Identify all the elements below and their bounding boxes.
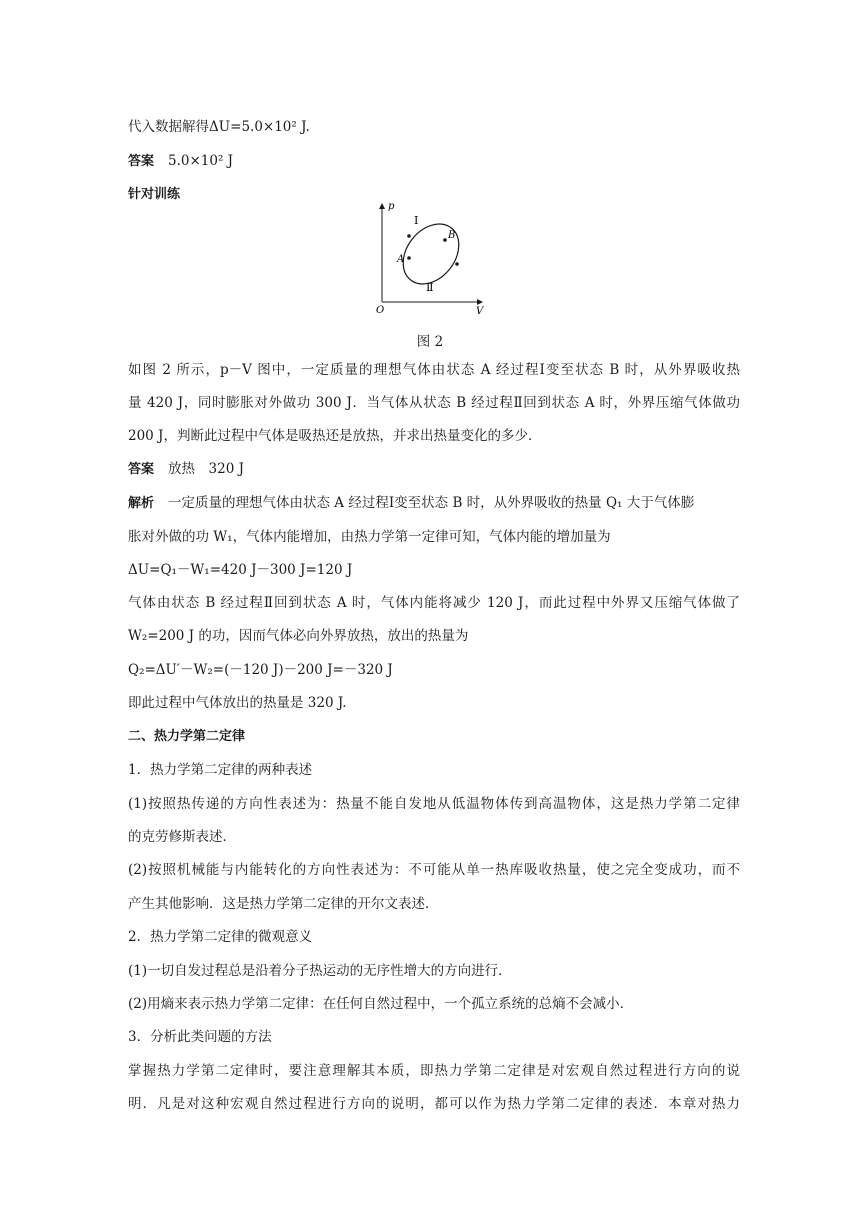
body-line: (2)用熵来表示热力学第二定律：在任何自然过程中，一个孤立系统的总熵不会减小． xyxy=(128,996,634,1012)
point-a-label: A xyxy=(397,254,405,265)
pv-diagram xyxy=(368,196,492,320)
body-line: 产生其他影响．这是热力学第二定律的开尔文表述． xyxy=(128,896,439,912)
body-line: 明．凡是对这种宏观自然过程进行方向的说明，都可以作为热力学第二定律的表述．本章对热力 xyxy=(128,1096,740,1112)
analysis-line: W₂=200 J 的功，因而气体必向外界放热，放出的热量为 xyxy=(128,628,469,644)
answer-value: 放热 320 J xyxy=(168,461,244,477)
subsection-heading: 1．热力学第二定律的两种表述 xyxy=(128,762,313,778)
section-label: 针对训练 xyxy=(128,187,181,202)
question-line: 量 420 J，同时膨胀对外做功 300 J．当气体从状态 B 经过程Ⅱ回到状态 A 时，外界压缩气体做功 xyxy=(128,395,740,411)
subsection-heading: 3．分析此类问题的方法 xyxy=(128,1029,272,1045)
point-top xyxy=(407,234,411,238)
analysis-label: 解析 xyxy=(128,496,155,511)
equation-line: Q₂=ΔU′－W₂=(－120 J)－200 J=－320 J xyxy=(128,662,393,678)
question-line: 如图 2 所示，p－V 图中，一定质量的理想气体由状态 A 经过程Ⅰ变至状态 B 时，从外界吸收热 xyxy=(128,362,740,378)
body-line: 掌握热力学第二定律时，要注意理解其本质，即热力学第二定律是对宏观自然过程进行方向的说 xyxy=(128,1063,740,1079)
analysis-text: 一定质量的理想气体由状态 A 经过程Ⅰ变至状态 B 时，从外界吸收的热量 Q₁ 大于气体膨 xyxy=(168,495,695,511)
answer-label: 答案 xyxy=(128,154,155,169)
figure-caption: 图 2 xyxy=(416,334,444,350)
answer-line xyxy=(128,460,740,479)
point-a-dot xyxy=(407,256,411,260)
answer-line xyxy=(128,152,740,171)
body-line: (1)按照热传递的方向性表述为：热量不能自发地从低温物体传到高温物体，这是热力学第二定律 xyxy=(128,796,740,812)
section-heading: 二、热力学第二定律 xyxy=(128,729,246,744)
equation-line: ΔU=Q₁－W₁=420 J－300 J=120 J xyxy=(128,562,353,578)
v-axis-label: V xyxy=(476,306,484,317)
point-b-dot xyxy=(443,238,447,242)
analysis-line: 胀对外做的功 W₁，气体内能增加，由热力学第一定律可知，气体内能的增加量为 xyxy=(128,529,611,545)
process-1-label: Ⅰ xyxy=(414,214,419,227)
answer-label: 答案 xyxy=(128,462,155,477)
process-2-label: Ⅱ xyxy=(426,281,434,294)
analysis-line: 气体由状态 B 经过程Ⅱ回到状态 A 时，气体内能将减少 120 J，而此过程中外界又压缩气体做了 xyxy=(128,595,740,611)
point-b-label: B xyxy=(448,230,456,241)
point-right xyxy=(455,262,459,266)
p-axis-label: p xyxy=(388,201,395,212)
origin-label: O xyxy=(376,305,385,316)
body-line: (1)一切自发过程总是沿着分子热运动的无序性增大的方向进行． xyxy=(128,963,512,979)
subsection-heading: 2．热力学第二定律的微观意义 xyxy=(128,929,313,945)
analysis-line: 即此过程中气体放出的热量是 320 J. xyxy=(128,695,347,711)
answer-value: 5.0×10² J xyxy=(168,153,234,169)
body-line: (2)按照机械能与内能转化的方向性表述为：不可能从单一热库吸收热量，使之完全变成功，而不 xyxy=(128,862,740,878)
text-line: 代入数据解得ΔU=5.0×10² J. xyxy=(128,119,310,135)
question-line: 200 J，判断此过程中气体是吸热还是放热，并求出热量变化的多少． xyxy=(128,428,542,444)
body-line: 的克劳修斯表述． xyxy=(128,829,236,845)
analysis-line xyxy=(128,494,740,513)
